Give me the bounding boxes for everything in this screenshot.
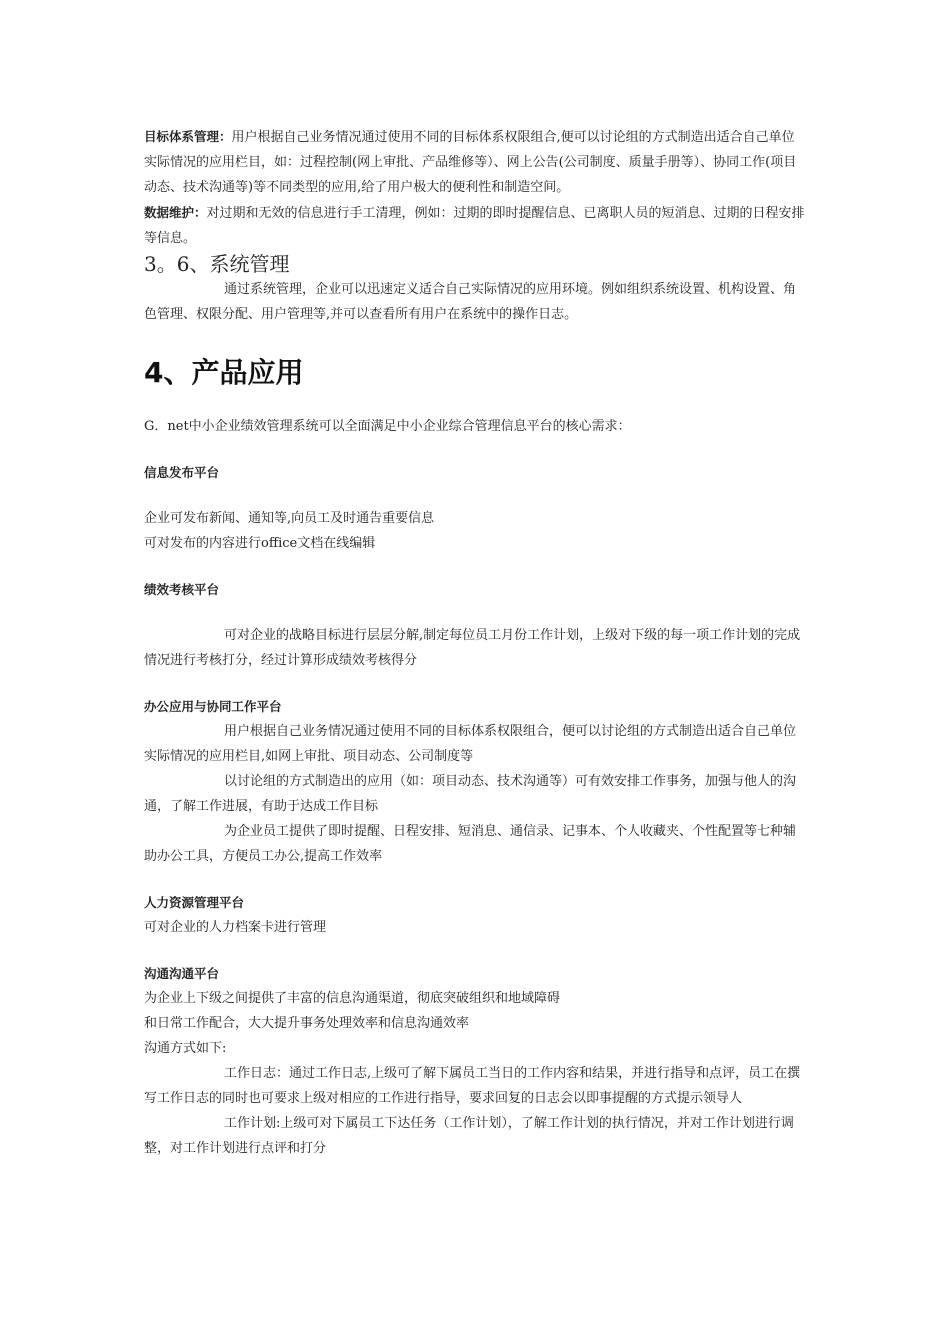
section-4-heading: 4、产品应用 <box>144 356 304 389</box>
target-system-text: 用户根据自己业务情况通过使用不同的目标体系权限组合,便可以讨论组的方式制造出适合自己单位实际情况的应用栏目，如：过程控制(网上审批、产品维修等）、网上公告(公司制度、质量手册等）、协同工作(项目动态、技术沟通等)等不同类型的应用,给了用户极大的便利性和制造空间。 <box>144 130 797 195</box>
spacer <box>144 869 806 890</box>
system-management-text: 通过系统管理，企业可以迅速定义适合自己实际情况的应用环境。例如组织系统设置、机构设置、角色管理、权限分配、用户管理等,并可以查看所有用户在系统中的操作日志。 <box>144 282 797 322</box>
hr-platform-title: 人力资源管理平台 <box>144 895 245 910</box>
info-platform-line2: 可对发布的内容进行office文档在线编辑 <box>144 536 376 551</box>
office-platform-title: 办公应用与协同工作平台 <box>144 699 282 714</box>
comm-platform-line1: 为企业上下级之间提供了丰富的信息沟通渠道，彻底突破组织和地域障碍 <box>144 991 561 1006</box>
office-platform-p1: 用户根据自己业务情况通过使用不同的目标体系权限组合，便可以讨论组的方式制造出适合自己单位实际情况的应用栏目,如网上审批、项目动态、公司制度等 <box>144 724 797 764</box>
section-3-6-heading: 3。6、系统管理 <box>144 252 290 276</box>
comm-platform-line3: 沟通方式如下: <box>144 1041 227 1056</box>
comm-platform-p2: 工作计划:上级可对下属员工下达任务（工作计划），了解工作计划的执行情况，并对工作计划进行调整，对工作计划进行点评和打分 <box>144 1116 794 1156</box>
comm-platform-p1: 工作日志：通过工作日志,上级可了解下属员工当日的工作内容和结果，并进行指导和点评，员工在撰写工作日志的同时也可要求上级对相应的工作进行指导，要求回复的日志会以即事提醒的方式提示领导人 <box>144 1066 801 1106</box>
perf-platform-text: 可对企业的战略目标进行层层分解,制定每位员工月份工作计划，上级对下级的每一项工作计划的完成情况进行考核打分，经过计算形成绩效考核得分 <box>144 628 801 668</box>
spacer <box>144 940 806 961</box>
section-4-intro: G．net中小企业绩效管理系统可以全面满足中小企业综合管理信息平台的核心需求： <box>144 419 631 434</box>
comm-platform-line2: 和日常工作配合，大大提升事务处理效率和信息沟通效率 <box>144 1016 470 1031</box>
data-maintenance-text: 对过期和无效的信息进行手工清理，例如：过期的即时提醒信息、已离职人员的短消息、过期的日程安排等信息。 <box>144 206 805 246</box>
office-platform-p2: 以讨论组的方式制造出的应用（如：项目动态、技术沟通等）可有效安排工作事务，加强与他人的沟通，了解工作进展，有助于达成工作目标 <box>144 774 797 814</box>
spacer <box>144 485 806 506</box>
office-platform-p3: 为企业员工提供了即时提醒、日程安排、短消息、通信录、记事本、个人收藏夹、个性配置等七种辅助办公工具，方便员工办公,提高工作效率 <box>144 824 797 864</box>
hr-platform-text: 可对企业的人力档案卡进行管理 <box>144 920 327 935</box>
target-system-label: 目标体系管理： <box>144 129 232 144</box>
info-platform-title: 信息发布平台 <box>144 465 220 480</box>
perf-platform-title: 绩效考核平台 <box>144 582 220 597</box>
spacer <box>144 602 806 623</box>
spacer <box>144 439 806 460</box>
spacer <box>144 673 806 694</box>
spacer <box>144 556 806 577</box>
spacer <box>144 393 806 414</box>
data-maintenance-label: 数据维护： <box>144 205 207 220</box>
target-system-paragraph <box>144 124 806 200</box>
document-page <box>144 124 806 1161</box>
comm-platform-title: 沟通沟通平台 <box>144 966 220 981</box>
data-maintenance-paragraph <box>144 200 806 251</box>
info-platform-line1: 企业可发布新闻、通知等,向员工及时通告重要信息 <box>144 511 435 526</box>
